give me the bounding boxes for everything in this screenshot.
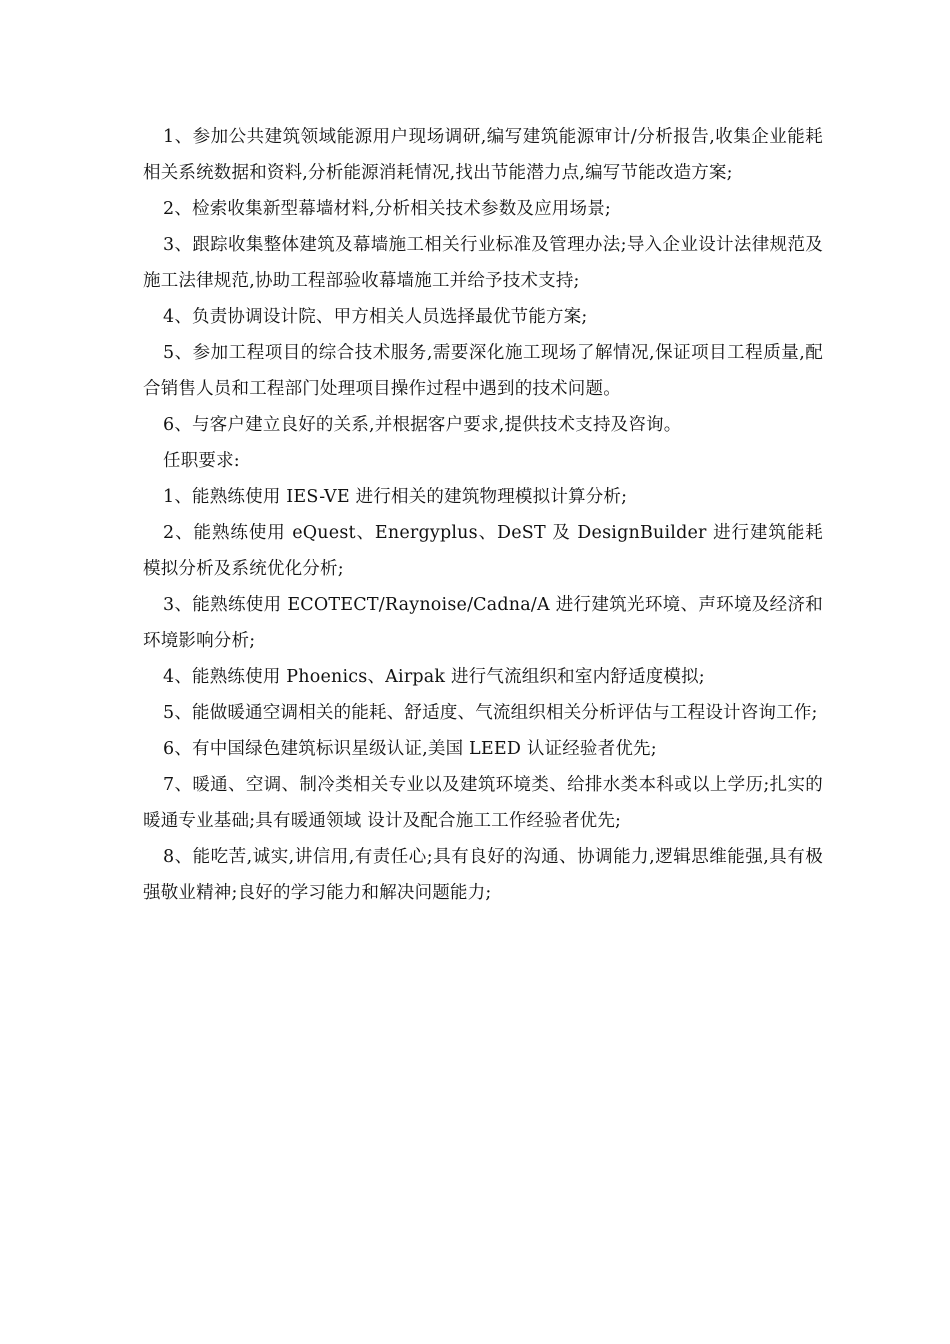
requirements-heading: 任职要求: bbox=[163, 451, 240, 471]
paragraph-requirement-1: 1、能熟练使用 IES-VE 进行相关的建筑物理模拟计算分析; bbox=[163, 487, 628, 507]
paragraph-requirement-4: 4、能熟练使用 Phoenics、Airpak 进行气流组织和室内舒适度模拟; bbox=[163, 667, 705, 687]
document-body bbox=[143, 119, 823, 911]
paragraph-requirement-3: 3、能熟练使用 ECOTECT/Raynoise/Cadna/A 进行建筑光环境、声环境及经济和环境影响分析; bbox=[143, 595, 823, 651]
paragraph-requirement-7: 7、暖通、空调、制冷类相关专业以及建筑环境类、给排水类本科或以上学历;扎实的暖通专业基础;具有暖通领域 设计及配合施工工作经验者优先; bbox=[143, 775, 823, 831]
paragraph-duty-2: 2、检索收集新型幕墙材料,分析相关技术参数及应用场景; bbox=[163, 199, 611, 219]
paragraph-duty-1: 1、参加公共建筑领域能源用户现场调研,编写建筑能源审计/分析报告,收集企业能耗相关系统数据和资料,分析能源消耗情况,找出节能潜力点,编写节能改造方案; bbox=[143, 127, 823, 183]
paragraph-requirement-8: 8、能吃苦,诚实,讲信用,有责任心;具有良好的沟通、协调能力,逻辑思维能强,具有极强敬业精神;良好的学习能力和解决问题能力; bbox=[143, 847, 823, 903]
paragraph-requirement-5: 5、能做暖通空调相关的能耗、舒适度、气流组织相关分析评估与工程设计咨询工作; bbox=[163, 703, 818, 723]
paragraph-requirement-2: 2、能熟练使用 eQuest、Energyplus、DeST 及 DesignBuilder 进行建筑能耗模拟分析及系统优化分析; bbox=[143, 523, 823, 579]
paragraph-duty-5: 5、参加工程项目的综合技术服务,需要深化施工现场了解情况,保证项目工程质量,配合销售人员和工程部门处理项目操作过程中遇到的技术问题。 bbox=[143, 343, 823, 399]
paragraph-duty-6: 6、与客户建立良好的关系,并根据客户要求,提供技术支持及咨询。 bbox=[163, 415, 682, 435]
paragraph-duty-4: 4、负责协调设计院、甲方相关人员选择最优节能方案; bbox=[163, 307, 588, 327]
paragraph-duty-3: 3、跟踪收集整体建筑及幕墙施工相关行业标准及管理办法;导入企业设计法律规范及施工法律规范,协助工程部验收幕墙施工并给予技术支持; bbox=[143, 235, 823, 291]
paragraph-requirement-6: 6、有中国绿色建筑标识星级认证,美国 LEED 认证经验者优先; bbox=[163, 739, 657, 759]
